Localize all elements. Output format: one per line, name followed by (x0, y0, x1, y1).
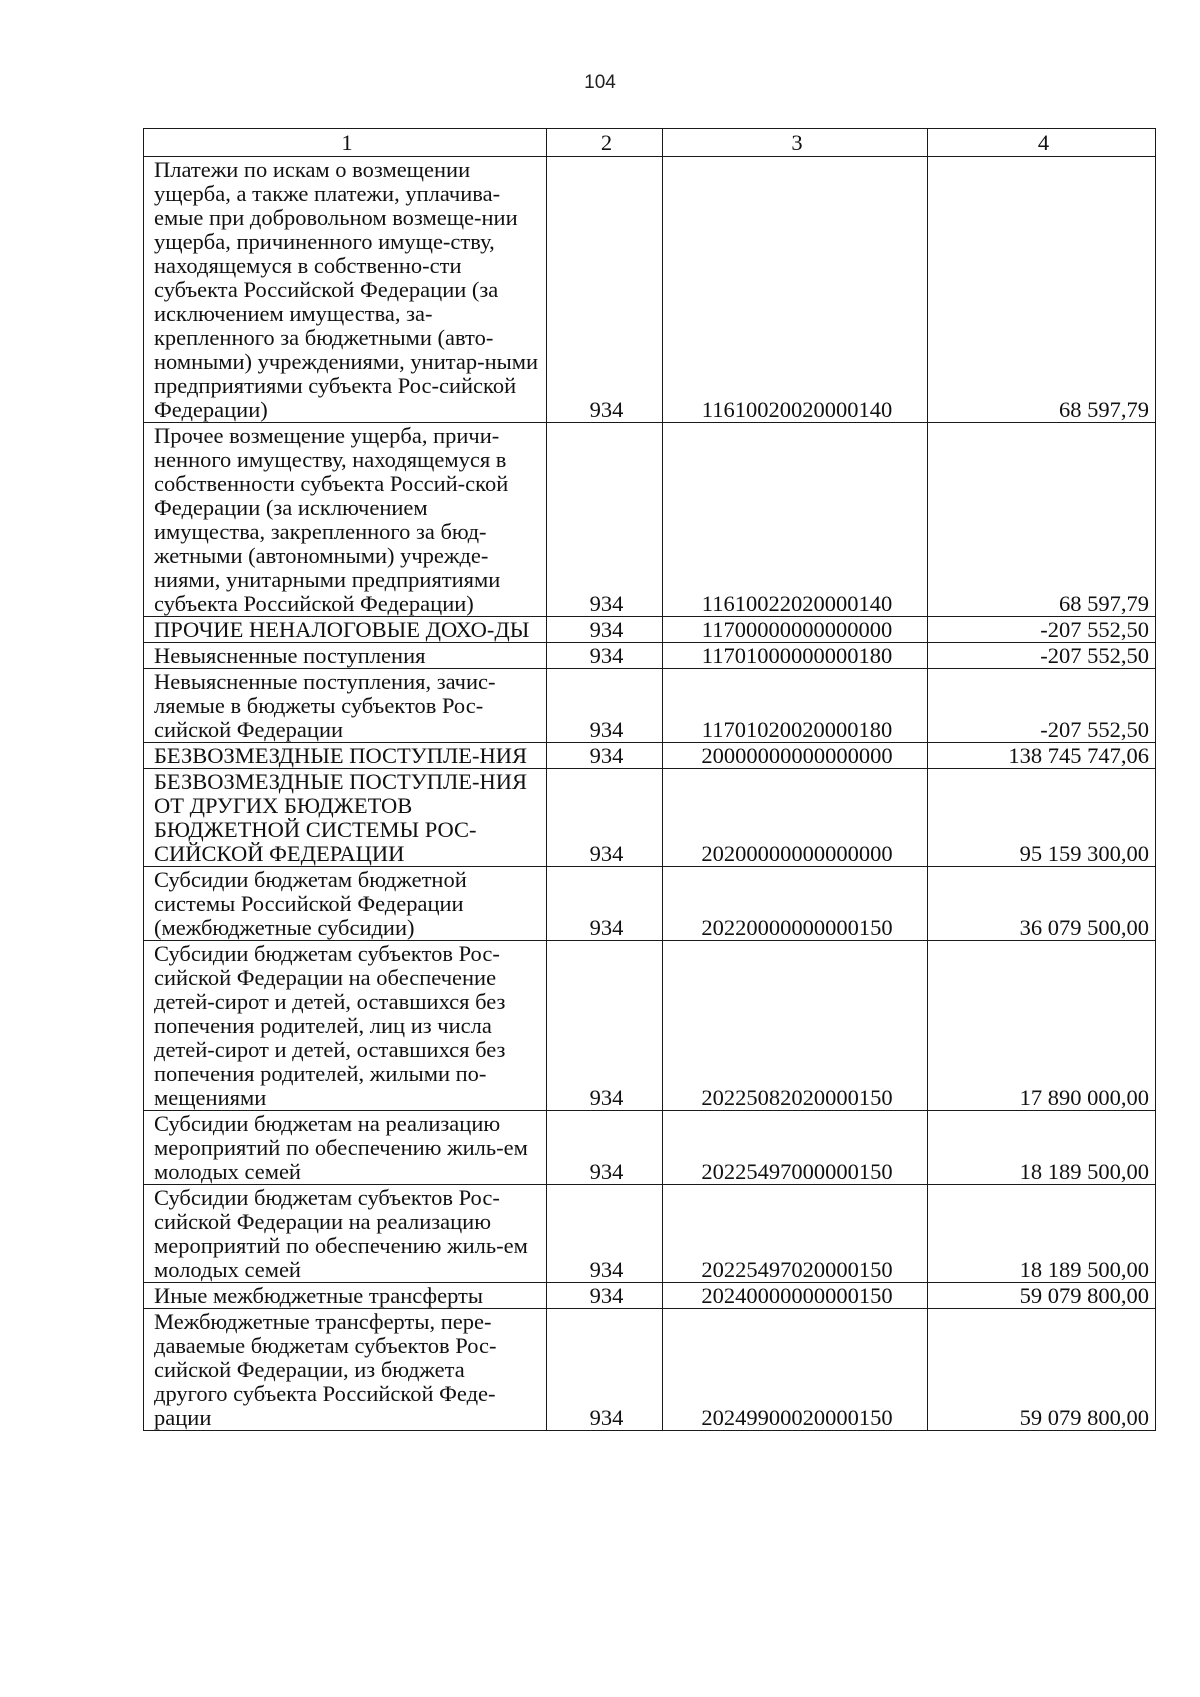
row-admin-code-cell: 934 (547, 743, 663, 769)
row-admin-code-cell: 934 (547, 769, 663, 867)
table-row (144, 1111, 1156, 1185)
row-admin-code-cell: 934 (547, 643, 663, 669)
row-budget-code-cell: 20240000000000150 (663, 1283, 928, 1309)
row-amount-cell: -207 552,50 (928, 643, 1156, 669)
row-admin-code-cell: 934 (547, 1185, 663, 1283)
row-budget-code-cell: 20225497000000150 (663, 1111, 928, 1185)
table-row (144, 617, 1156, 643)
page-number: 104 (584, 72, 616, 93)
budget-revenue-table (143, 128, 1156, 1431)
row-admin-code-cell: 934 (547, 941, 663, 1111)
row-name-cell: Межбюджетные трансферты, пере-даваемые бюджетам субъектов Рос-сийской Федерации, из бюджета другого субъекта Российской Феде-рации (144, 1309, 547, 1431)
row-name-cell: Субсидии бюджетам на реализацию мероприятий по обеспечению жиль-ем молодых семей (144, 1111, 547, 1185)
row-amount-cell: 18 189 500,00 (928, 1185, 1156, 1283)
row-amount-cell: 36 079 500,00 (928, 867, 1156, 941)
row-amount-cell: 59 079 800,00 (928, 1283, 1156, 1309)
row-name-cell: БЕЗВОЗМЕЗДНЫЕ ПОСТУПЛЕ-НИЯ (144, 743, 547, 769)
row-budget-code-cell: 20200000000000000 (663, 769, 928, 867)
row-admin-code-cell: 934 (547, 1111, 663, 1185)
row-budget-code-cell: 11701020020000180 (663, 669, 928, 743)
row-name-cell: Невыясненные поступления (144, 643, 547, 669)
row-amount-cell: -207 552,50 (928, 669, 1156, 743)
table-row (144, 743, 1156, 769)
row-admin-code-cell: 934 (547, 867, 663, 941)
column-header-1: 1 (144, 129, 547, 157)
row-budget-code-cell: 20249900020000150 (663, 1309, 928, 1431)
row-budget-code-cell: 20000000000000000 (663, 743, 928, 769)
row-admin-code-cell: 934 (547, 669, 663, 743)
row-name-cell: Субсидии бюджетам субъектов Рос-сийской Федерации на обеспечение детей-сирот и детей, оставшихся без попечения родителей, лиц из числа детей-сирот и детей, оставшихся без попечения родителей, жилыми по-мещениями (144, 941, 547, 1111)
column-header-2: 2 (547, 129, 663, 157)
row-budget-code-cell: 11701000000000180 (663, 643, 928, 669)
row-admin-code-cell: 934 (547, 617, 663, 643)
row-budget-code-cell: 20225497020000150 (663, 1185, 928, 1283)
table-row (144, 867, 1156, 941)
row-name-cell: Субсидии бюджетам субъектов Рос-сийской Федерации на реализацию мероприятий по обеспечению жиль-ем молодых семей (144, 1185, 547, 1283)
table-row (144, 643, 1156, 669)
row-name-cell: Платежи по искам о возмещении ущерба, а также платежи, уплачива-емые при добровольном возмеще-нии ущерба, причиненного имуще-ству, находящемуся в собственно-сти субъекта Российской Федерации (за исключением имущества, за-крепленного за бюджетными (авто-номными) учреждениями, унитар-ными предприятиями субъекта Рос-сийской Федерации) (144, 157, 547, 423)
table-row (144, 941, 1156, 1111)
row-amount-cell: 95 159 300,00 (928, 769, 1156, 867)
table-row (144, 669, 1156, 743)
row-budget-code-cell: 20220000000000150 (663, 867, 928, 941)
table-row (144, 769, 1156, 867)
row-amount-cell: 68 597,79 (928, 157, 1156, 423)
row-amount-cell: 59 079 800,00 (928, 1309, 1156, 1431)
row-name-cell: ПРОЧИЕ НЕНАЛОГОВЫЕ ДОХО-ДЫ (144, 617, 547, 643)
row-name-cell: Иные межбюджетные трансферты (144, 1283, 547, 1309)
table-row (144, 1185, 1156, 1283)
row-name-cell: Прочее возмещение ущерба, причи-ненного имуществу, находящемуся в собственности субъекта Россий-ской Федерации (за исключением имущества, закрепленного за бюд-жетными (автономными) учрежде-ниями, унитарными предприятиями субъекта Российской Федерации) (144, 423, 547, 617)
table-row (144, 1283, 1156, 1309)
row-budget-code-cell: 11700000000000000 (663, 617, 928, 643)
table-header-row (144, 129, 1156, 157)
column-header-4: 4 (928, 129, 1156, 157)
row-name-cell: Субсидии бюджетам бюджетной системы Российской Федерации (межбюджетные субсидии) (144, 867, 547, 941)
row-admin-code-cell: 934 (547, 1283, 663, 1309)
row-admin-code-cell: 934 (547, 423, 663, 617)
row-admin-code-cell: 934 (547, 1309, 663, 1431)
table-row (144, 1309, 1156, 1431)
table-row (144, 157, 1156, 423)
row-amount-cell: 18 189 500,00 (928, 1111, 1156, 1185)
column-header-3: 3 (663, 129, 928, 157)
row-amount-cell: 138 745 747,06 (928, 743, 1156, 769)
row-budget-code-cell: 11610022020000140 (663, 423, 928, 617)
table-row (144, 423, 1156, 617)
row-admin-code-cell: 934 (547, 157, 663, 423)
row-budget-code-cell: 20225082020000150 (663, 941, 928, 1111)
row-amount-cell: 68 597,79 (928, 423, 1156, 617)
row-amount-cell: 17 890 000,00 (928, 941, 1156, 1111)
row-name-cell: БЕЗВОЗМЕЗДНЫЕ ПОСТУПЛЕ-НИЯ ОТ ДРУГИХ БЮДЖЕТОВ БЮДЖЕТНОЙ СИСТЕМЫ РОС-СИЙСКОЙ ФЕДЕРАЦИИ (144, 769, 547, 867)
row-amount-cell: -207 552,50 (928, 617, 1156, 643)
row-budget-code-cell: 11610020020000140 (663, 157, 928, 423)
row-name-cell: Невыясненные поступления, зачис-ляемые в бюджеты субъектов Рос-сийской Федерации (144, 669, 547, 743)
